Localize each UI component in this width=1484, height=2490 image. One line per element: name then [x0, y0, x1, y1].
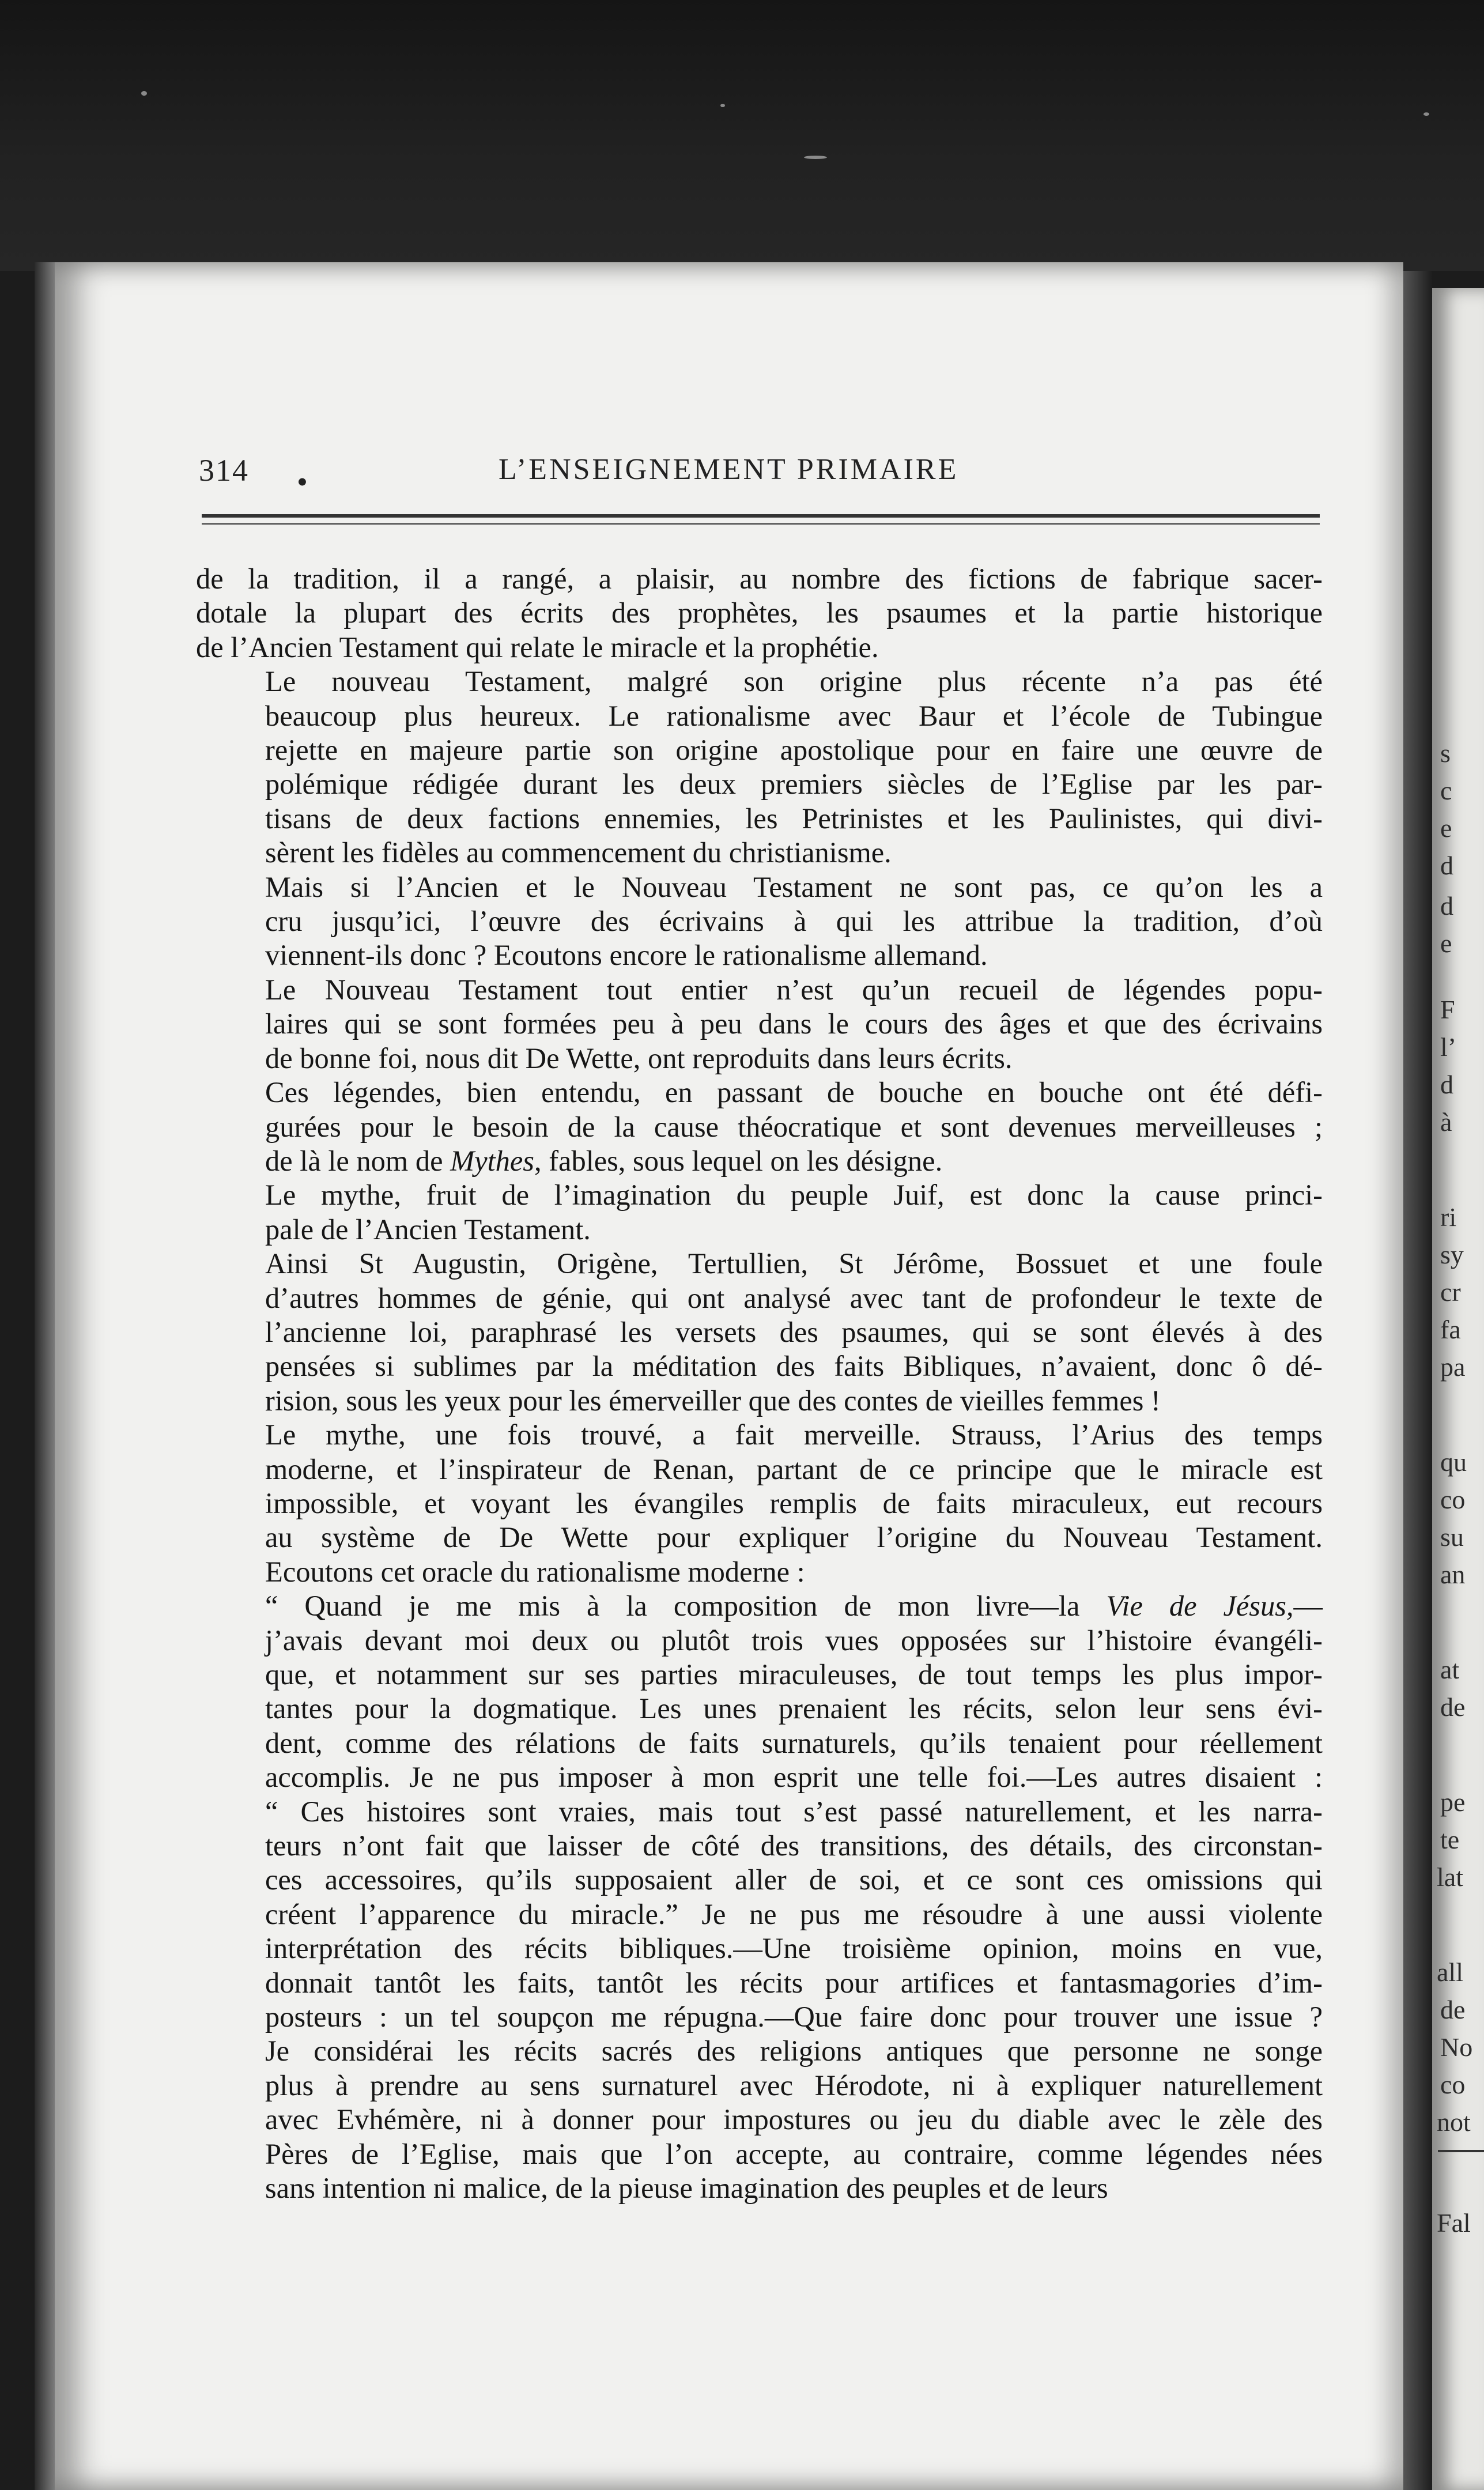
text-line: teurs n’ont fait que laisser de côté des transitions, des détails, des circonstan- [265, 1829, 1323, 1862]
paragraph [196, 1247, 1323, 1418]
text-line: de là le nom de Mythes, fables, sous lequel on les désigne. [265, 1144, 943, 1177]
text-line: au système de De Wette pour expliquer l’origine du Nouveau Testament. [265, 1521, 1323, 1554]
next-page-text-fragment: d [1440, 1070, 1453, 1099]
text-line: ces accessoires, qu’ils supposaient aller de soi, et ce sont ces omissions qui [265, 1863, 1323, 1896]
page-header [199, 452, 1320, 499]
next-page-text-fragment: de [1440, 1995, 1466, 2024]
text-line: Je considérai les récits sacrés des religions antiques que personne ne songe [265, 2035, 1323, 2068]
paragraph [196, 665, 1323, 870]
text-line: “ Ces histoires sont vraies, mais tout s’est passé naturellement, et les narra- [265, 1795, 1323, 1828]
next-page-text-fragment: s [1440, 738, 1451, 768]
text-line: posteurs : un tel soupçon me répugna.—Que faire donc pour trouver une issue ? [265, 2001, 1323, 2033]
next-page-text-fragment: co [1440, 1485, 1466, 1514]
page-number: 314 [199, 453, 249, 488]
text-line: rejette en majeure partie son origine apostolique pour en faire une œuvre de [265, 734, 1323, 767]
scan-speck [804, 156, 827, 159]
next-page-text-fragment: pe [1440, 1787, 1466, 1817]
paragraph [196, 1418, 1323, 1589]
next-page-text-fragment: Fal [1437, 2208, 1471, 2238]
text-line: interprétation des récits bibliques.—Une troisième opinion, moins en vue, [265, 1932, 1323, 1965]
text-line: plus à prendre au sens surnaturel avec Hérodote, ni à expliquer naturellement [265, 2069, 1323, 2102]
next-page-text-fragment: an [1440, 1560, 1466, 1589]
text-line: Le nouveau Testament, malgré son origine plus récente n’a pas été [265, 665, 1323, 698]
text-line: tisans de deux factions ennemies, les Petrinistes et les Paulinistes, qui divi- [265, 802, 1323, 835]
text-line: impossible, et voyant les évangiles remplis de faits miraculeux, eut recours [265, 1487, 1323, 1519]
text-line: Le Nouveau Testament tout entier n’est qu’un recueil de légendes popu- [265, 973, 1323, 1006]
text-line: Le mythe, fruit de l’imagination du peuple Juif, est donc la cause princi- [265, 1179, 1323, 1212]
header-rule-thick [202, 514, 1320, 518]
paragraph [196, 1589, 1323, 2205]
header-separator: • [297, 465, 308, 499]
next-page-text-fragment: ri [1440, 1202, 1457, 1232]
text-line: Ces légendes, bien entendu, en passant de bouche en bouche ont été défi- [265, 1076, 1323, 1109]
text-line: de bonne foi, nous dit De Wette, ont reproduits dans leurs écrits. [265, 1042, 1013, 1074]
text-line: donnait tantôt les faits, tantôt les récits pour artifices et fantasmagories d’im- [265, 1966, 1323, 1999]
running-title: L’ENSEIGNEMENT PRIMAIRE [499, 453, 959, 486]
paragraph [196, 1076, 1323, 1178]
next-page-text-fragment: all [1437, 1957, 1463, 1987]
next-page-rule [1438, 2150, 1484, 2152]
scan-speck [1423, 112, 1429, 116]
text-line: l’ancienne loi, paraphrasé les versets des psaumes, qui se sont élevés à des [265, 1315, 1323, 1348]
text-line: j’avais devant moi deux ou plutôt trois vues opposées sur l’histoire évangéli- [265, 1624, 1323, 1657]
next-page-edge [1432, 288, 1484, 2490]
text-line: cru jusqu’ici, l’œuvre des écrivains à qui les attribue la tradition, d’où [265, 905, 1323, 938]
next-page-text-fragment: F [1440, 995, 1455, 1024]
next-page-text-fragment: l’ [1440, 1032, 1457, 1062]
scan-speck [720, 104, 725, 107]
text-line: dotale la plupart des écrits des prophètes, les psaumes et la partie historique [196, 597, 1323, 629]
text-line: viennent-ils donc ? Ecoutons encore le rationalisme allemand. [265, 939, 988, 972]
book-gutter [1403, 271, 1432, 2490]
text-line: d’autres hommes de génie, qui ont analysé avec tant de profondeur le texte de [265, 1281, 1323, 1314]
next-page-text-fragment: pa [1440, 1352, 1466, 1382]
text-line: Le mythe, une fois trouvé, a fait merveille. Strauss, l’Arius des temps [265, 1418, 1323, 1451]
next-page-text-fragment: fa [1440, 1315, 1461, 1344]
text-line: Pères de l’Eglise, mais que l’on accepte, au contraire, comme légendes nées [265, 2137, 1323, 2170]
scan-speck [141, 91, 147, 96]
header-rule-thin [202, 523, 1320, 525]
text-line: de la tradition, il a rangé, a plaisir, au nombre des fictions de fabrique sacer- [196, 563, 1323, 595]
paragraph [196, 562, 1323, 665]
text-line: accomplis. Je ne pus imposer à mon esprit une telle foi.—Les autres disaient : [265, 1761, 1323, 1794]
text-line: sèrent les fidèles au commencement du christianisme. [265, 836, 892, 869]
text-line: gurées pour le besoin de la cause théocratique et sont devenues merveilleuses ; [265, 1110, 1323, 1143]
text-line: moderne, et l’inspirateur de Renan, partant de ce principe que le miracle est [265, 1452, 1323, 1485]
text-line: pale de l’Ancien Testament. [265, 1213, 591, 1246]
next-page-text-fragment: c [1440, 776, 1452, 805]
next-page-text-fragment: d [1440, 851, 1453, 880]
text-line: pensées si sublimes par la méditation des faits Bibliques, n’avaient, donc ô dé- [265, 1350, 1323, 1383]
next-page-text-fragment: sy [1440, 1240, 1464, 1269]
next-page-text-fragment: lat [1437, 1862, 1463, 1892]
next-page-text-fragment: e [1440, 929, 1452, 958]
text-line: avec Evhémère, ni à donner pour impostures ou jeu du diable avec le zèle des [265, 2103, 1323, 2136]
next-page-text-fragment: de [1440, 1692, 1466, 1722]
scan-background [0, 0, 1484, 271]
text-line: rision, sous les yeux pour les émerveiller que des contes de vieilles femmes ! [265, 1384, 1161, 1417]
next-page-text-fragment: qu [1440, 1447, 1467, 1477]
next-page-text-fragment: su [1440, 1522, 1464, 1552]
paragraph [196, 870, 1323, 973]
text-line: créent l’apparence du miracle.” Je ne pus me résoudre à une aussi violente [265, 1897, 1323, 1930]
next-page-text-fragment: d [1440, 891, 1453, 920]
next-page-text-fragment: No [1440, 2032, 1473, 2062]
paragraph [196, 973, 1323, 1076]
text-line: que, et notamment sur ses parties miraculeuses, de tout temps les plus impor- [265, 1658, 1323, 1691]
text-line: sans intention ni malice, de la pieuse imagination des peuples et de leurs [265, 2172, 1108, 2205]
text-line: de l’Ancien Testament qui relate le miracle et la prophétie. [196, 631, 879, 663]
text-line: polémique rédigée durant les deux premiers siècles de l’Eglise par les par- [265, 768, 1323, 801]
text-line: tantes pour la dogmatique. Les unes prenaient les récits, selon leur sens évi- [265, 1692, 1323, 1725]
paragraph [196, 1178, 1323, 1247]
text-line: laires qui se sont formées peu à peu dans le cours des âges et que des écrivains [265, 1008, 1323, 1040]
text-line: dent, comme des rélations de faits surnaturels, qu’ils tenaient pour réellement [265, 1726, 1323, 1759]
text-line: Ecoutons cet oracle du rationalisme moderne : [265, 1555, 805, 1588]
next-page-text-fragment: à [1440, 1107, 1452, 1137]
next-page-text-fragment: not [1437, 2107, 1471, 2137]
next-page-text-fragment: at [1440, 1655, 1460, 1684]
next-page-text-fragment: te [1440, 1825, 1460, 1854]
body-text [196, 562, 1323, 2206]
text-line: Ainsi St Augustin, Origène, Tertullien, St Jérôme, Bossuet et une foule [265, 1247, 1323, 1280]
next-page-text-fragment: e [1440, 813, 1452, 843]
next-page-text-fragment: cr [1440, 1277, 1461, 1307]
text-line: beaucoup plus heureux. Le rationalisme avec Baur et l’école de Tubingue [265, 699, 1323, 732]
next-page-text-fragment: co [1440, 2070, 1466, 2099]
text-line: “ Quand je me mis à la composition de mon livre—la Vie de Jésus,— [265, 1590, 1323, 1623]
text-line: Mais si l’Ancien et le Nouveau Testament ne sont pas, ce qu’on les a [265, 870, 1323, 903]
